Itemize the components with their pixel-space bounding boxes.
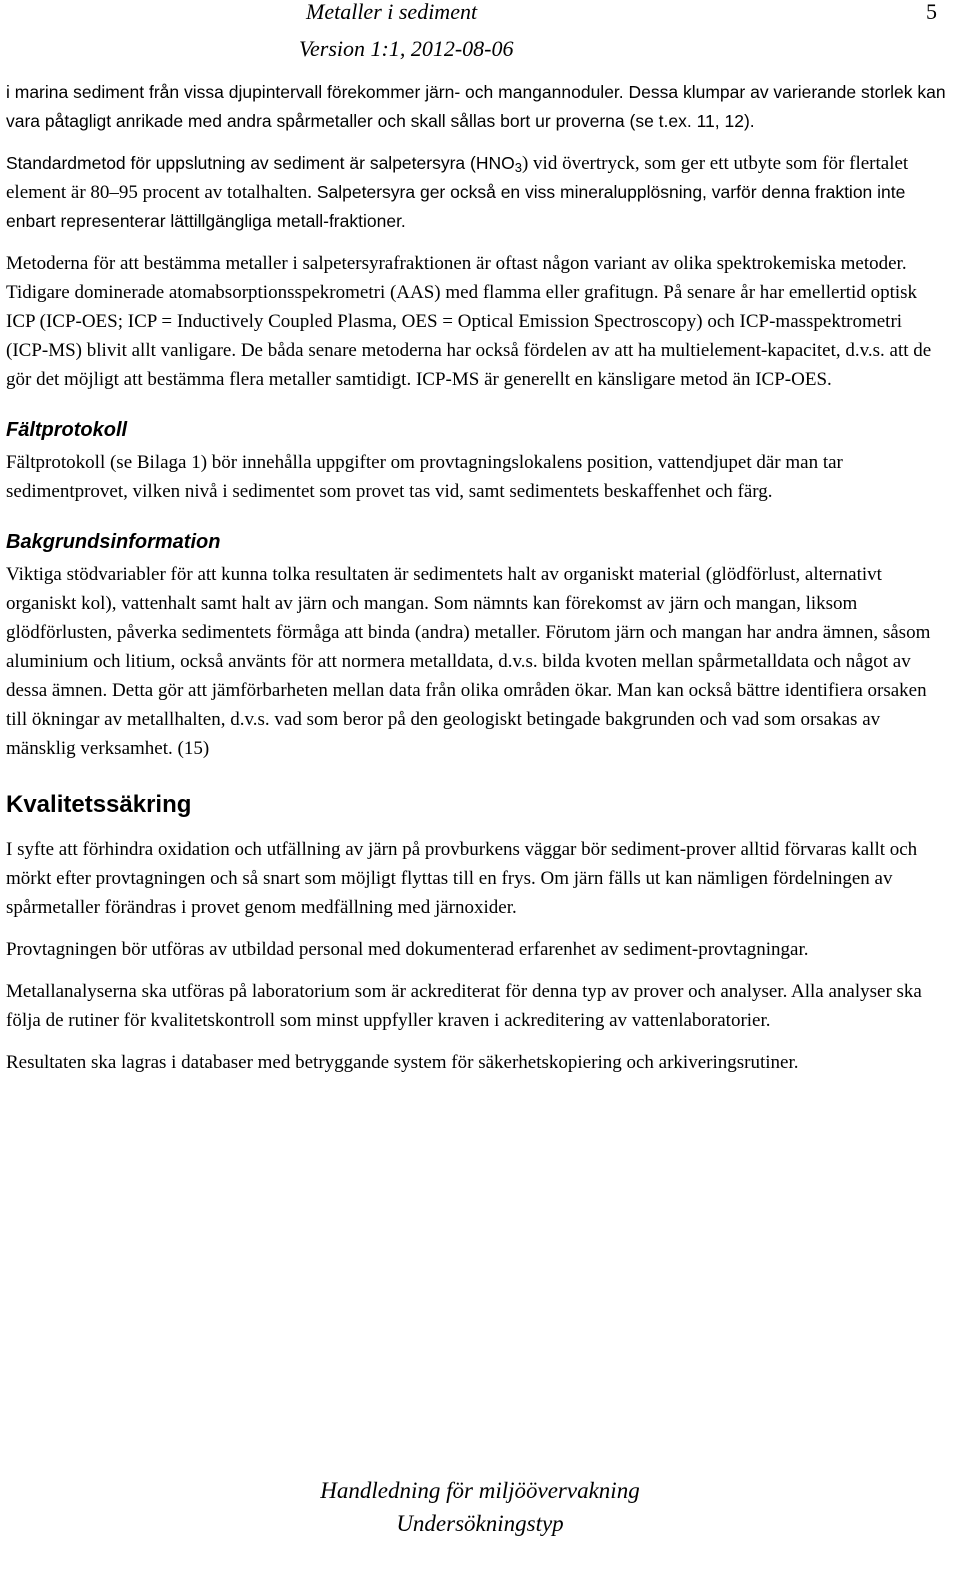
paragraph-kvalitet-4: Resultaten ska lagras i databaser med betryggande system för säkerhetskopiering och arkiveringsrutiner. [6, 1052, 799, 1073]
page-footer [0, 1474, 960, 1540]
uppslutning-text-c: Salpetersyra ger också en viss mineralupplösning, varför denna fraktion inte enbart representerar lättillgängliga metall-fraktioner. [6, 182, 906, 231]
paragraph-noduler: i marina sediment från vissa djupintervall förekommer järn- och mangannoduler. Dessa klumpar av varierande storlek kan vara påtagligt anrikade med andra spårmetaller och skall sållas bort ur proverna (se t.ex. 11, 12). [6, 82, 946, 131]
paragraph-kvalitet-2: Provtagningen bör utföras av utbildad personal med dokumenterad erfarenhet av sediment-provtagningar. [6, 939, 809, 960]
page-number: 5 [926, 0, 937, 24]
document-version: Version 1:1, 2012-08-06 [299, 36, 514, 61]
page-body [6, 78, 946, 1090]
section-bakgrund [6, 528, 946, 763]
uppslutning-text-b: ) vid övertryck, som ger ett utbyte som för flertalet element är 80–95 procent av totalhalten. [6, 153, 909, 203]
heading-kvalitetssakring: Kvalitetssäkring [6, 791, 192, 818]
uppslutning-text-a: Standardmetod för uppslutning av sediment är salpetersyra (HNO [6, 153, 515, 173]
paragraph-kvalitet-3: Metallanalyserna ska utföras på laboratorium som är ackrediterat för denna typ av prover och analyser. Alla analyser ska följa de rutiner för kvalitetskontroll som minst uppfyller kraven i ackreditering av vattenlaboratorier. [6, 981, 922, 1031]
heading-faltprotokoll: Fältprotokoll [6, 419, 128, 441]
section-faltprotokoll [6, 416, 946, 506]
page-header [0, 0, 960, 70]
paragraph-kvalitet-1: I syfte att förhindra oxidation och utfällning av järn på provburkens väggar bör sediment-prover alltid förvaras kallt och mörkt efter provtagningen och så snart som möjligt flyttas till en frys. Om järn fälls ut kan nämligen fördelningen av spårmetaller förändras i provet genom medfällning med järnoxider. [6, 839, 918, 918]
heading-bakgrundsinformation: Bakgrundsinformation [6, 531, 221, 553]
document-title: Metaller i sediment [306, 0, 478, 24]
paragraph-uppslutning [6, 149, 946, 236]
section-kvalitetssakring [6, 789, 946, 1077]
paragraph-metoder: Metoderna för att bestämma metaller i salpetersyrafraktionen är oftast någon variant av olika spektrokemiska metoder. Tidigare dominerade atomabsorptionsspekrometri (AAS) med flamma eller grafitugn. På senare år har emellertid optisk ICP (ICP-OES; ICP = Inductively Coupled Plasma, OES = Optical Emission Spectroscopy) och ICP-masspektrometri (ICP-MS) blivit allt vanligare. De båda senare metoderna har också fördelen av att ha multielement-kapacitet, d.v.s. att de gör det möjligt att bestämma flera metaller samtidigt. ICP-MS är generellt en känsligare metod än ICP-OES. [6, 253, 932, 390]
paragraph-bakgrund: Viktiga stödvariabler för att kunna tolka resultaten är sedimentets halt av organiskt material (glödförlust, alternativt organiskt kol), vattenhalt samt halt av järn och mangan. Som nämnts kan förekomst av järn och mangan, liksom glödförlusten, påverka sedimentets förmåga att binda (andra) metaller. Förutom järn och mangan har andra ämnen, såsom aluminium och litium, också använts för att normera metalldata, d.v.s. bilda kvoten mellan spårmetalldata och något av dessa ämnen. Detta gör att jämförbarheten mellan data från olika områden ökar. Man kan också bättre identifiera orsaken till ökningar av metallhalten, d.v.s. vad som beror på den geologiskt betingade bakgrunden och vad som orsakas av mänsklig verksamhet. (15) [6, 564, 931, 759]
footer-line-1: Handledning för miljöövervakning [320, 1478, 640, 1503]
footer-line-2: Undersökningstyp [396, 1511, 564, 1536]
paragraph-faltprotokoll: Fältprotokoll (se Bilaga 1) bör innehålla uppgifter om provtagningslokalens position, vattendjupet där man tar sedimentprovet, vilken nivå i sedimentet som provet tas vid, samt sedimentets beskaffenhet och färg. [6, 452, 843, 502]
subscript-3: 3 [514, 160, 522, 175]
